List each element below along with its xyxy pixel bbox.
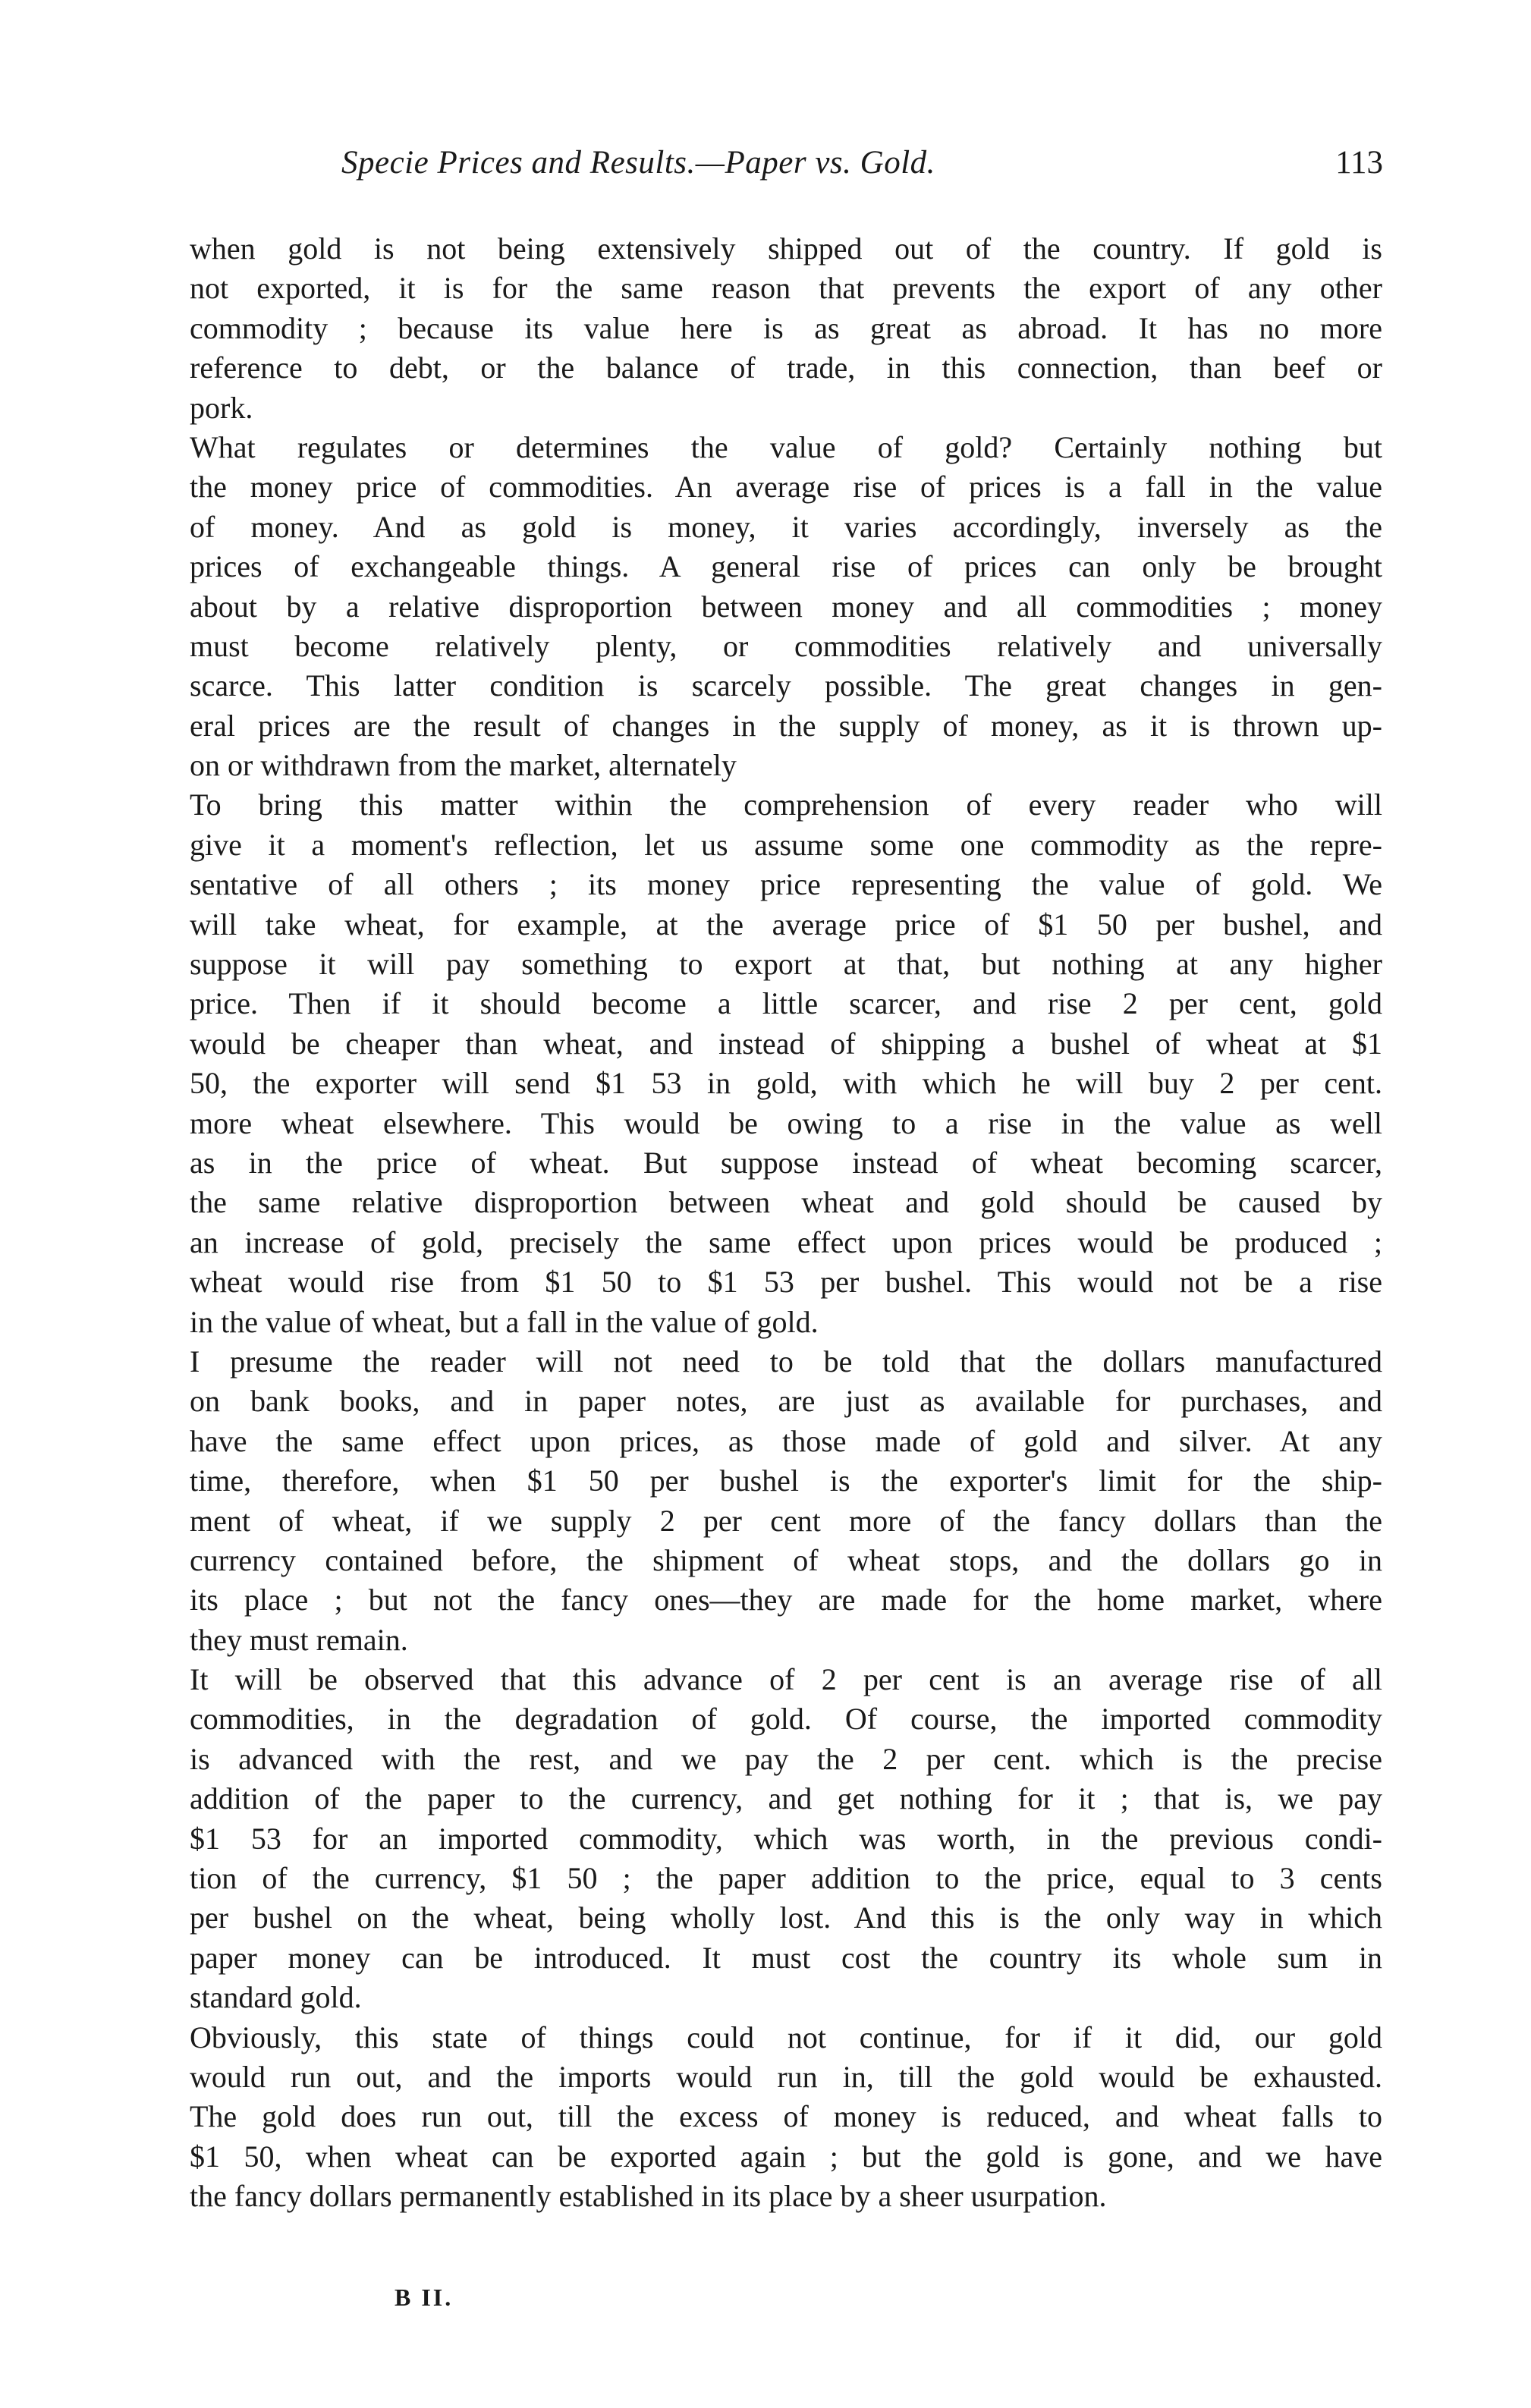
text-line: not exported, it is for the same reason that prevents the export of any other [190,271,1382,306]
text-line: have the same effect upon prices, as those made of gold and silver. At any [190,1423,1382,1458]
text-line: paper money can be introduced. It must cost the country its whole sum in [190,1940,1382,1975]
text-line: To bring this matter within the comprehension of every reader who will [190,787,1382,822]
text-line: will take wheat, for example, at the average price of $1 50 per bushel, and [190,907,1382,942]
text-line: of money. And as gold is money, it varies accordingly, inversely as the [190,509,1382,544]
text-line: price. Then if it should become a little scarcer, and rise 2 per cent, gold [190,986,1382,1021]
paragraph [190,2018,1382,2217]
running-head: Specie Prices and Results.—Paper vs. Gold. [341,145,935,181]
text-line: as in the price of wheat. But suppose instead of wheat becoming scarcer, [190,1145,1382,1180]
text-line: commodities, in the degradation of gold. Of course, the imported commodity [190,1702,1382,1737]
text-line: an increase of gold, precisely the same effect upon prices would be produced ; [190,1224,1382,1259]
text-line: currency contained before, the shipment of wheat stops, and the dollars go in [190,1542,1382,1577]
text-line: tion of the currency, $1 50 ; the paper addition to the price, equal to 3 cents [190,1861,1382,1896]
text-line: they must remain. [190,1622,408,1657]
text-line: the money price of commodities. An average rise of prices is a fall in the value [190,470,1382,505]
text-line: scarce. This latter condition is scarcely possible. The great changes in gen- [190,668,1382,703]
text-line: must become relatively plenty, or commodities relatively and universally [190,628,1382,663]
body-text [190,229,1382,2217]
text-line: the fancy dollars permanently established in its place by a sheer usurpation. [190,2179,1107,2214]
text-line: addition of the paper to the currency, and get nothing for it ; that is, we pay [190,1781,1382,1816]
text-line: prices of exchangeable things. A general rise of prices can only be brought [190,549,1382,584]
text-line: The gold does run out, till the excess of money is reduced, and wheat falls to [190,2099,1382,2134]
paragraph [190,785,1382,1341]
text-line: wheat would rise from $1 50 to $1 53 per bushel. This would not be a rise [190,1265,1382,1300]
text-line: would be cheaper than wheat, and instead of shipping a bushel of wheat at $1 [190,1026,1382,1061]
text-line: its place ; but not the fancy ones—they are made for the home market, where [190,1583,1382,1617]
paragraph [190,229,1382,428]
text-line: on bank books, and in paper notes, are just as available for purchases, and [190,1384,1382,1419]
text-line: eral prices are the result of changes in the supply of money, as it is thrown up- [190,708,1382,743]
text-line: pork. [190,390,253,425]
text-line: suppose it will pay something to export at that, but nothing at any higher [190,947,1382,982]
text-line: ment of wheat, if we supply 2 per cent more of the fancy dollars than the [190,1503,1382,1538]
text-line: per bushel on the wheat, being wholly lost. And this is the only way in which [190,1900,1382,1935]
text-line: $1 53 for an imported commodity, which was worth, in the previous condi- [190,1821,1382,1856]
text-line: when gold is not being extensively shipped out of the country. If gold is [190,231,1382,266]
text-line: reference to debt, or the balance of trade, in this connection, than beef or [190,351,1382,385]
text-line: I presume the reader will not need to be told that the dollars manufactured [190,1344,1382,1378]
text-line: What regulates or determines the value of gold? Certainly nothing but [190,429,1382,464]
text-line: commodity ; because its value here is as great as abroad. It has no more [190,310,1382,345]
text-line: 50, the exporter will send $1 53 in gold, with which he will buy 2 per cent. [190,1066,1382,1101]
text-line: sentative of all others ; its money price representing the value of gold. We [190,867,1382,902]
text-line: on or withdrawn from the market, alternately [190,748,737,783]
text-line: time, therefore, when $1 50 per bushel is the exporter's limit for the ship- [190,1463,1382,1498]
text-line: about by a relative disproportion between money and all commodities ; money [190,589,1382,624]
paragraph [190,1342,1382,1660]
text-line: $1 50, when wheat can be exported again ; but the gold is gone, and we have [190,2139,1382,2174]
text-line: is advanced with the rest, and we pay the 2 per cent. which is the precise [190,1741,1382,1776]
text-line: in the value of wheat, but a fall in the value of gold. [190,1304,819,1339]
text-line: standard gold. [190,1980,362,2015]
paragraph [190,1660,1382,2018]
signature-mark: B II. [395,2284,454,2311]
paragraph [190,428,1382,786]
page-number: 113 [1335,145,1383,181]
text-line: Obviously, this state of things could not continue, for if it did, our gold [190,2020,1382,2054]
text-line: the same relative disproportion between wheat and gold should be caused by [190,1185,1382,1220]
text-line: more wheat elsewhere. This would be owing to a rise in the value as well [190,1105,1382,1140]
text-line: would run out, and the imports would run in, till the gold would be exhausted. [190,2059,1382,2094]
text-line: give it a moment's reflection, let us assume some one commodity as the repre- [190,827,1382,862]
text-line: It will be observed that this advance of 2 per cent is an average rise of all [190,1662,1382,1697]
page-header [190,144,1383,197]
